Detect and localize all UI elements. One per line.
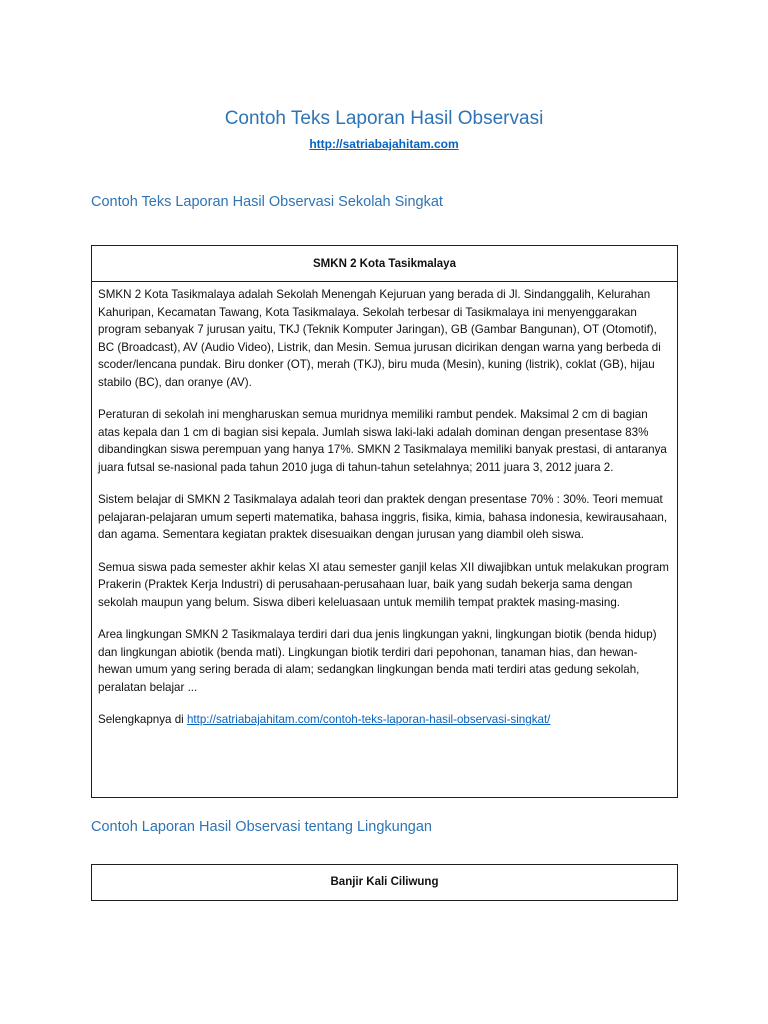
site-link[interactable]: http://satriabajahitam.com	[309, 137, 459, 151]
document-title: Contoh Teks Laporan Hasil Observasi	[224, 108, 544, 129]
read-more-line	[98, 711, 671, 729]
report-paragraph-4: Semua siswa pada semester akhir kelas XI atau semester ganjil kelas XII diwajibkan untuk melakukan program Prakerin (Praktek Kerja Industri) di perusahaan-perusahaan luar, baik yang sudah bekerja sama dengan sekolah maupun yang belum. Siswa diberi keleluasaan untuk memilih tempat praktek masing-masing.	[98, 560, 669, 609]
report-paragraph-5: Area lingkungan SMKN 2 Tasikmalaya terdiri dari dua jenis lingkungan yakni, lingkungan biotik (benda hidup) dan lingkungan abiotik (benda mati). Lingkungan biotik terdiri dari pepohonan, tanaman hias, dan hewan-hewan umum yang sering berada di alam; sedangkan lingkungan benda mati terdiri atas gedung sekolah, peralatan belajar ...	[98, 628, 657, 694]
read-more-prefix: Selengkapnya di	[98, 713, 187, 726]
section-heading-environment: Contoh Laporan Hasil Observasi tentang Lingkungan	[91, 819, 432, 835]
section-heading-school: Contoh Teks Laporan Hasil Observasi Sekolah Singkat	[91, 194, 443, 210]
school-report-body	[92, 282, 677, 729]
environment-report-box	[91, 864, 678, 901]
report-paragraph-1: SMKN 2 Kota Tasikmalaya adalah Sekolah Menengah Kejuruan yang berada di Jl. Sindanggalih, Kelurahan Kahuripan, Kecamatan Tawang, Kota Tasikmalaya. Sekolah terbesar di Tasikmalaya ini menyenggarakan program sebanyak 7 jurusan yaitu, TKJ (Teknik Komputer Jaringan), GB (Gambar Bangunan), OT (Otomotif), BC (Broadcast), AV (Audio Video), Listrik, dan Mesin. Semua jurusan dicirikan dengan warna yang berbeda di scoder/lencana pundak. Biru donker (OT), merah (TKJ), biru muda (Mesin), kuning (listrik), coklat (GB), hijau stabilo (BC), dan oranye (AV).	[98, 288, 661, 389]
school-report-box	[91, 245, 678, 798]
school-report-title: SMKN 2 Kota Tasikmalaya	[92, 246, 677, 282]
read-more-link[interactable]: http://satriabajahitam.com/contoh-teks-laporan-hasil-observasi-singkat/	[186, 713, 551, 726]
environment-report-title: Banjir Kali Ciliwung	[330, 876, 439, 888]
report-paragraph-2: Peraturan di sekolah ini mengharuskan semua muridnya memiliki rambut pendek. Maksimal 2 cm di bagian atas kepala dan 1 cm di bagian sisi kepala. Jumlah siswa laki-laki adalah dominan dengan presentase 83% dibandingkan siswa perempuan yang hanya 17%. SMKN 2 Tasikmalaya memiliki banyak prestasi, di antaranya juara futsal se-nasional pada tahun 2010 juga di tahun-tahun setelahnya; 2011 juara 3, 2012 juara 2.	[98, 408, 667, 474]
report-paragraph-3: Sistem belajar di SMKN 2 Tasikmalaya adalah teori dan praktek dengan presentase 70% : 30%. Teori memuat pelajaran-pelajaran umum seperti matematika, bahasa inggris, fisika, kimia, bahasa indonesia, kewirausahaan, dan agama. Sementara kegiatan praktek disesuaikan dengan jurusan yang diambil oleh siswa.	[98, 493, 668, 541]
